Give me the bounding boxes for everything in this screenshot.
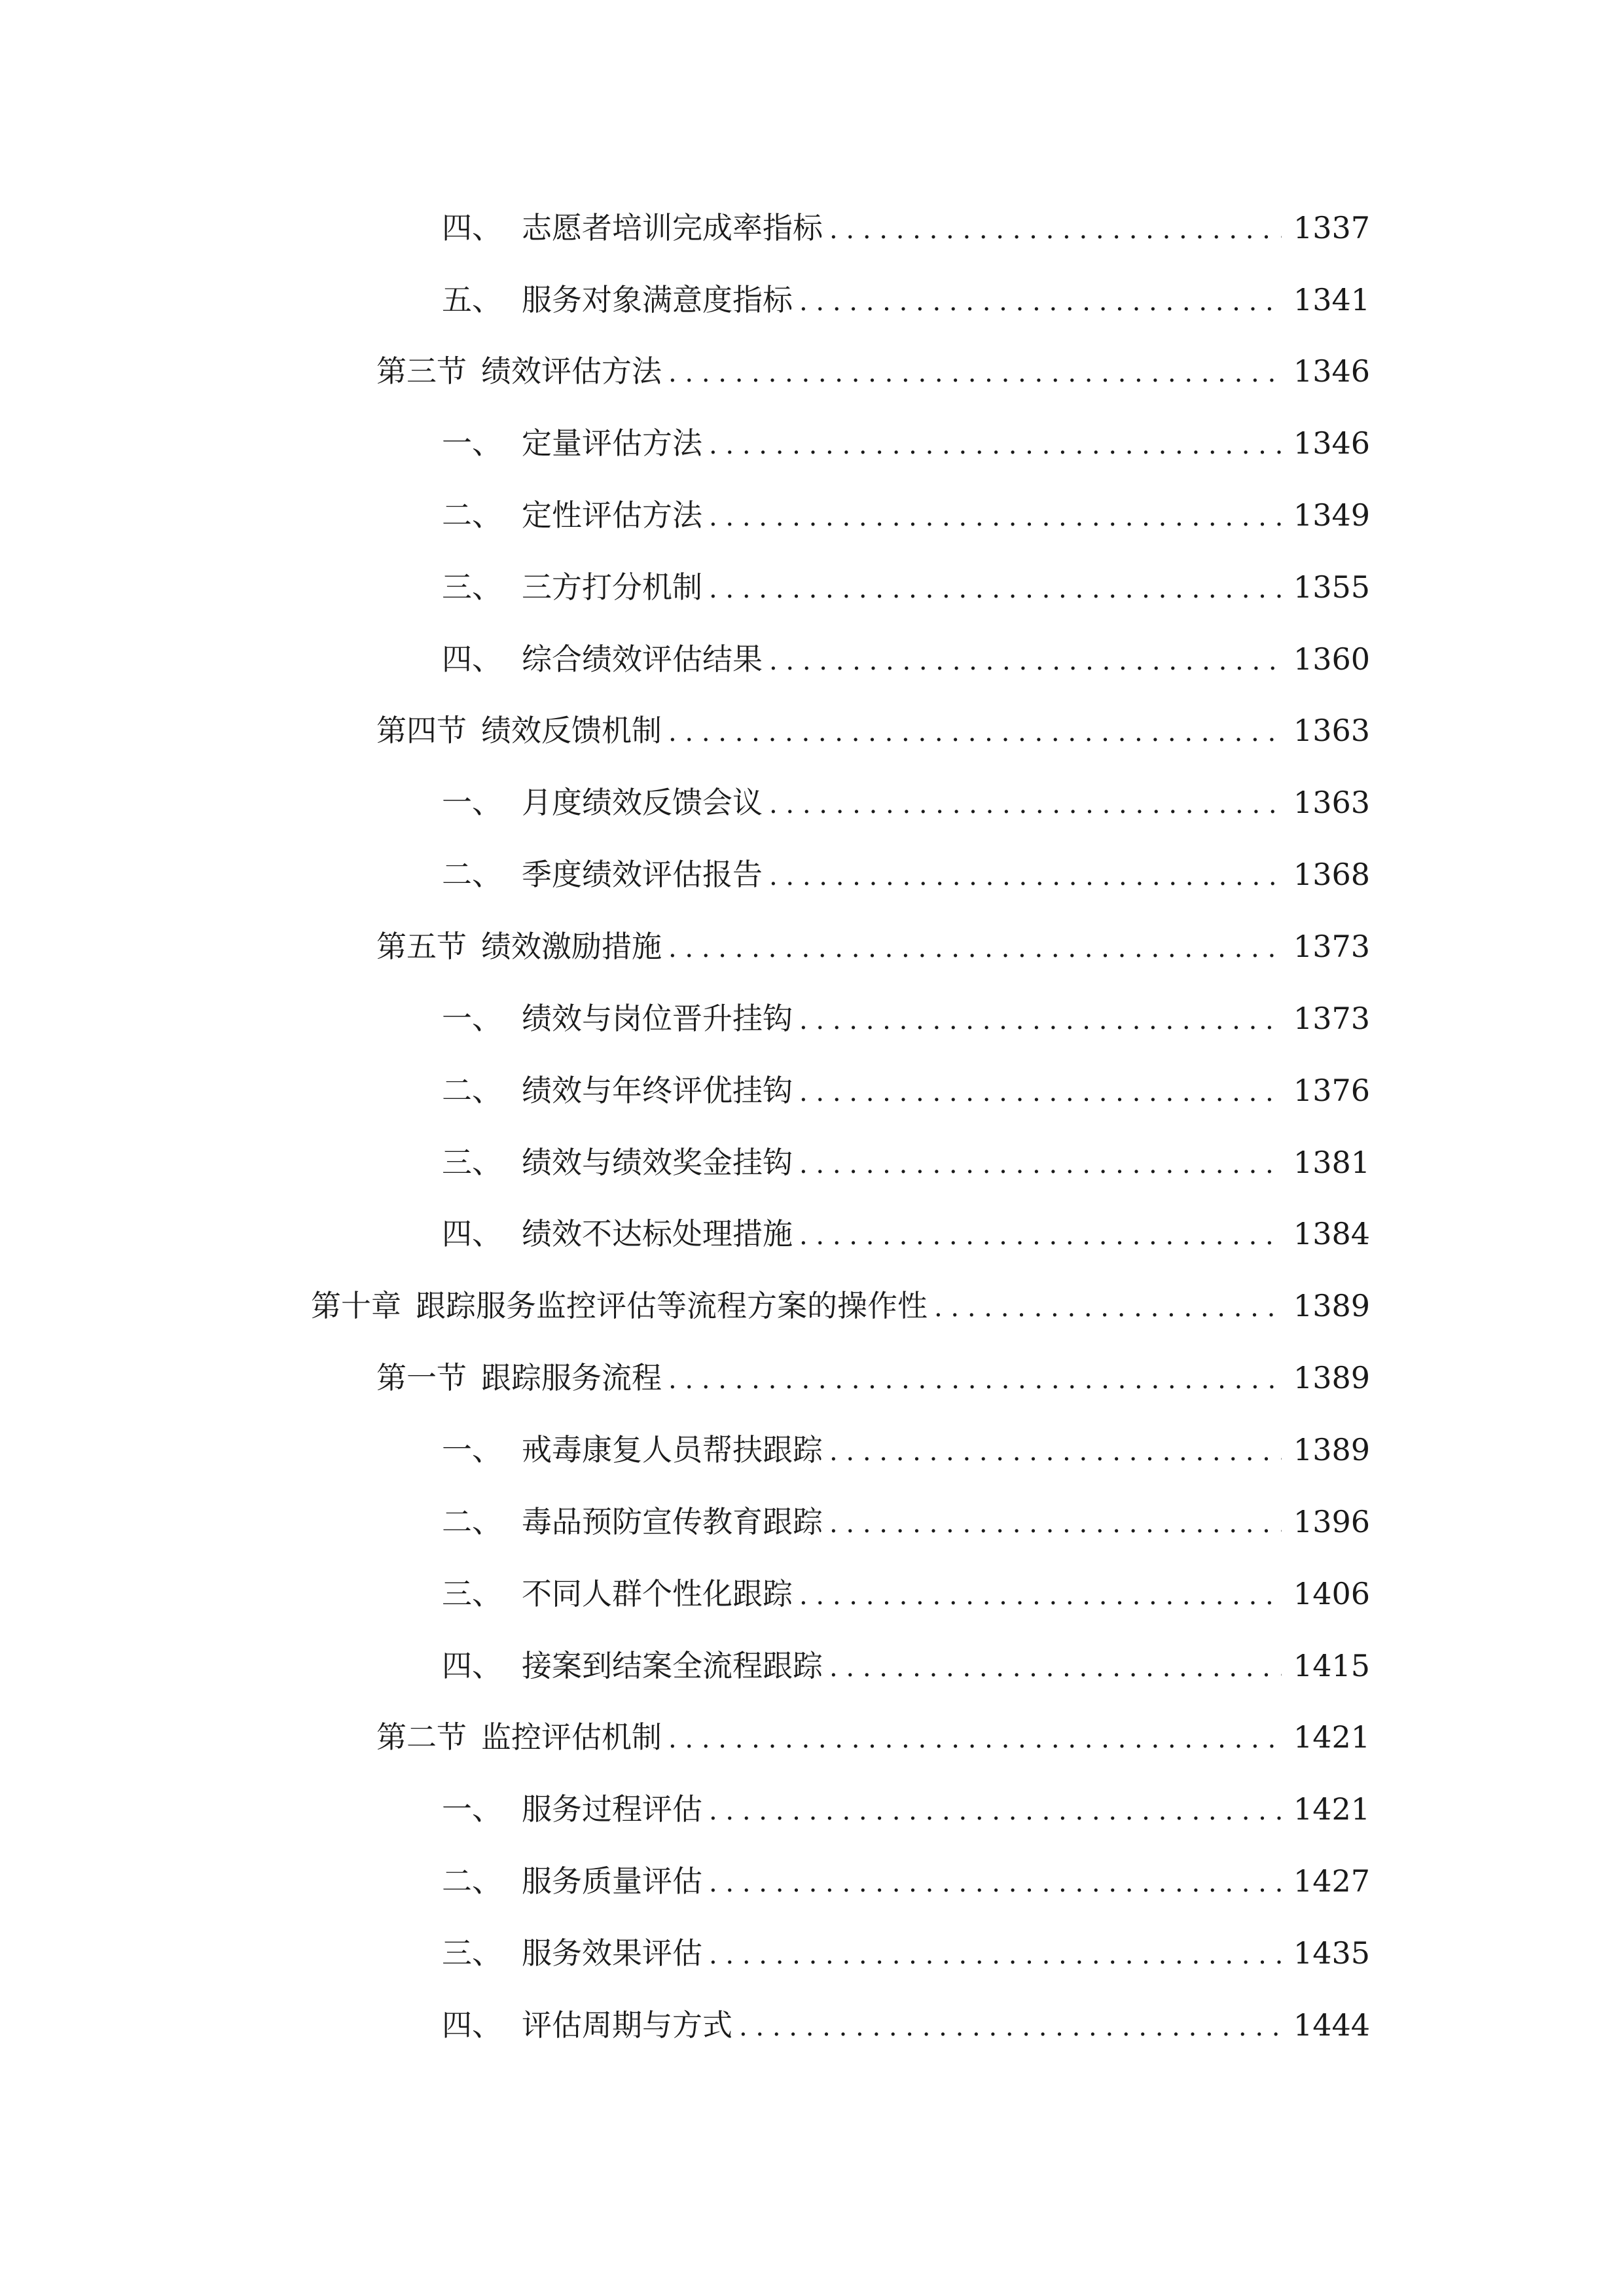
toc-entry[interactable] [442,420,1370,466]
dot-leader [709,1788,1282,1834]
toc-entry-title: 月度绩效反馈会议 [522,785,763,820]
toc-entry-title: 绩效评估方法 [481,353,662,389]
dot-leader [709,566,1282,612]
toc-entry-title: 综合绩效评估结果 [522,641,763,677]
toc-entry-number: 第五节 [376,929,467,964]
toc-entry-title: 服务过程评估 [522,1791,702,1827]
toc-entry[interactable] [442,1499,1370,1545]
dot-leader [829,1501,1282,1547]
dot-leader [799,279,1282,325]
toc-entry[interactable] [442,2002,1370,2048]
toc-entry-title: 绩效激励措施 [481,929,662,964]
toc-entry-page: 1406 [1293,1576,1370,1611]
toc-entry-number: 三、 [442,1576,502,1611]
toc-entry-page: 1396 [1293,1504,1370,1539]
toc-entry[interactable] [442,1571,1370,1617]
dot-leader [799,1141,1282,1187]
toc-entry-number: 一、 [442,785,502,820]
dot-leader [709,1932,1282,1978]
toc-entry[interactable] [442,492,1370,538]
dot-leader [799,1069,1282,1115]
dot-leader [799,1213,1282,1259]
toc-entry[interactable] [442,1858,1370,1904]
toc-entry-page: 1421 [1293,1719,1370,1755]
toc-entry-number: 二、 [442,1863,502,1899]
toc-entry[interactable] [311,1283,1370,1329]
toc-entry-number: 第四节 [376,713,467,748]
toc-entry-title: 跟踪服务监控评估等流程方案的操作性 [416,1288,928,1323]
toc-entry-title: 定量评估方法 [522,425,702,461]
toc-entry-title: 服务效果评估 [522,1935,702,1971]
toc-entry-title: 绩效反馈机制 [481,713,662,748]
toc-entry-title: 戒毒康复人员帮扶跟踪 [522,1432,823,1467]
dot-leader [829,1429,1282,1475]
toc-entry[interactable] [442,277,1370,323]
toc-entry[interactable] [442,1067,1370,1113]
toc-entry-page: 1346 [1293,353,1370,389]
dot-leader [829,1645,1282,1691]
toc-entry-page: 1346 [1293,425,1370,461]
dot-leader [829,207,1282,253]
toc-entry-number: 三、 [442,1145,502,1180]
toc-entry-number: 三、 [442,1935,502,1971]
toc-entry-number: 第二节 [376,1719,467,1755]
toc-entry-number: 一、 [442,1432,502,1467]
toc-entry-title: 绩效与绩效奖金挂钩 [522,1145,793,1180]
toc-entry[interactable] [442,852,1370,897]
dot-leader [769,853,1282,899]
toc-entry-page: 1349 [1293,497,1370,533]
toc-entry-page: 1363 [1293,713,1370,748]
toc-entry-number: 二、 [442,857,502,892]
toc-entry-title: 志愿者培训完成率指标 [522,210,823,245]
dot-leader [769,781,1282,827]
toc-entry-title: 服务对象满意度指标 [522,282,793,317]
toc-entry-title: 绩效与岗位晋升挂钩 [522,1001,793,1036]
toc-entry-page: 1435 [1293,1935,1370,1971]
toc-entry-title: 服务质量评估 [522,1863,702,1899]
toc-entry[interactable] [442,780,1370,825]
toc-entry-title: 跟踪服务流程 [481,1360,662,1395]
dot-leader [668,1716,1282,1762]
toc-entry[interactable] [376,1355,1370,1401]
toc-entry-number: 四、 [442,641,502,677]
toc-entry-number: 四、 [442,2007,502,2043]
dot-leader [709,1860,1282,1906]
toc-entry-page: 1389 [1293,1288,1370,1323]
toc-entry[interactable] [376,348,1370,394]
toc-entry-page: 1384 [1293,1216,1370,1251]
toc-entry[interactable] [376,708,1370,753]
toc-entry-title: 毒品预防宣传教育跟踪 [522,1504,823,1539]
toc-entry[interactable] [442,1643,1370,1689]
dot-leader [668,350,1282,396]
toc-entry[interactable] [442,1139,1370,1185]
toc-entry-title: 接案到结案全流程跟踪 [522,1648,823,1683]
dot-leader [799,997,1282,1043]
toc-entry[interactable] [376,924,1370,969]
toc-entry[interactable] [442,205,1370,251]
toc-entry[interactable] [442,996,1370,1041]
toc-entry-title: 不同人群个性化跟踪 [522,1576,793,1611]
toc-entry-number: 二、 [442,1073,502,1108]
toc-entry-number: 四、 [442,1216,502,1251]
toc-entry-title: 绩效不达标处理措施 [522,1216,793,1251]
toc-entry[interactable] [442,1786,1370,1832]
toc-entry-number: 第十章 [311,1288,401,1323]
toc-entry[interactable] [442,1427,1370,1473]
dot-leader [769,638,1282,684]
toc-entry-number: 三、 [442,569,502,605]
dot-leader [709,422,1282,468]
dot-leader [934,1285,1282,1331]
toc-entry-page: 1376 [1293,1073,1370,1108]
toc-entry-title: 三方打分机制 [522,569,702,605]
toc-entry-page: 1337 [1293,210,1370,245]
toc-entry-number: 一、 [442,425,502,461]
toc-entry[interactable] [442,564,1370,610]
toc-entry-page: 1381 [1293,1145,1370,1180]
dot-leader [668,709,1282,755]
toc-entry-page: 1355 [1293,569,1370,605]
toc-entry-title: 绩效与年终评优挂钩 [522,1073,793,1108]
toc-entry-title: 定性评估方法 [522,497,702,533]
toc-entry-number: 五、 [442,282,502,317]
toc-entry-page: 1368 [1293,857,1370,892]
toc-entry-page: 1415 [1293,1648,1370,1683]
toc-entry-page: 1444 [1293,2007,1370,2043]
toc-entry-page: 1341 [1293,282,1370,317]
dot-leader [668,925,1282,971]
dot-leader [739,2004,1282,2050]
toc-entry-number: 二、 [442,497,502,533]
toc-entry-title: 评估周期与方式 [522,2007,732,2043]
toc-entry-number: 一、 [442,1791,502,1827]
toc-entry-title: 监控评估机制 [481,1719,662,1755]
toc-entry[interactable] [442,1211,1370,1257]
toc-entry-number: 四、 [442,210,502,245]
toc-entry-number: 第三节 [376,353,467,389]
toc-entry-number: 第一节 [376,1360,467,1395]
toc-entry-number: 二、 [442,1504,502,1539]
toc-entry-page: 1373 [1293,929,1370,964]
toc-entry-page: 1427 [1293,1863,1370,1899]
toc-entry-number: 四、 [442,1648,502,1683]
toc-entry-page: 1421 [1293,1791,1370,1827]
dot-leader [668,1357,1282,1403]
toc-entry-page: 1389 [1293,1360,1370,1395]
toc-entry-number: 一、 [442,1001,502,1036]
toc-entry-page: 1389 [1293,1432,1370,1467]
toc-entry-title: 季度绩效评估报告 [522,857,763,892]
toc-entry-page: 1363 [1293,785,1370,820]
dot-leader [799,1573,1282,1619]
toc-entry[interactable] [442,636,1370,682]
toc-entry-page: 1360 [1293,641,1370,677]
toc-entry-page: 1373 [1293,1001,1370,1036]
toc-entry[interactable] [442,1930,1370,1976]
toc-entry[interactable] [376,1714,1370,1760]
dot-leader [709,494,1282,540]
